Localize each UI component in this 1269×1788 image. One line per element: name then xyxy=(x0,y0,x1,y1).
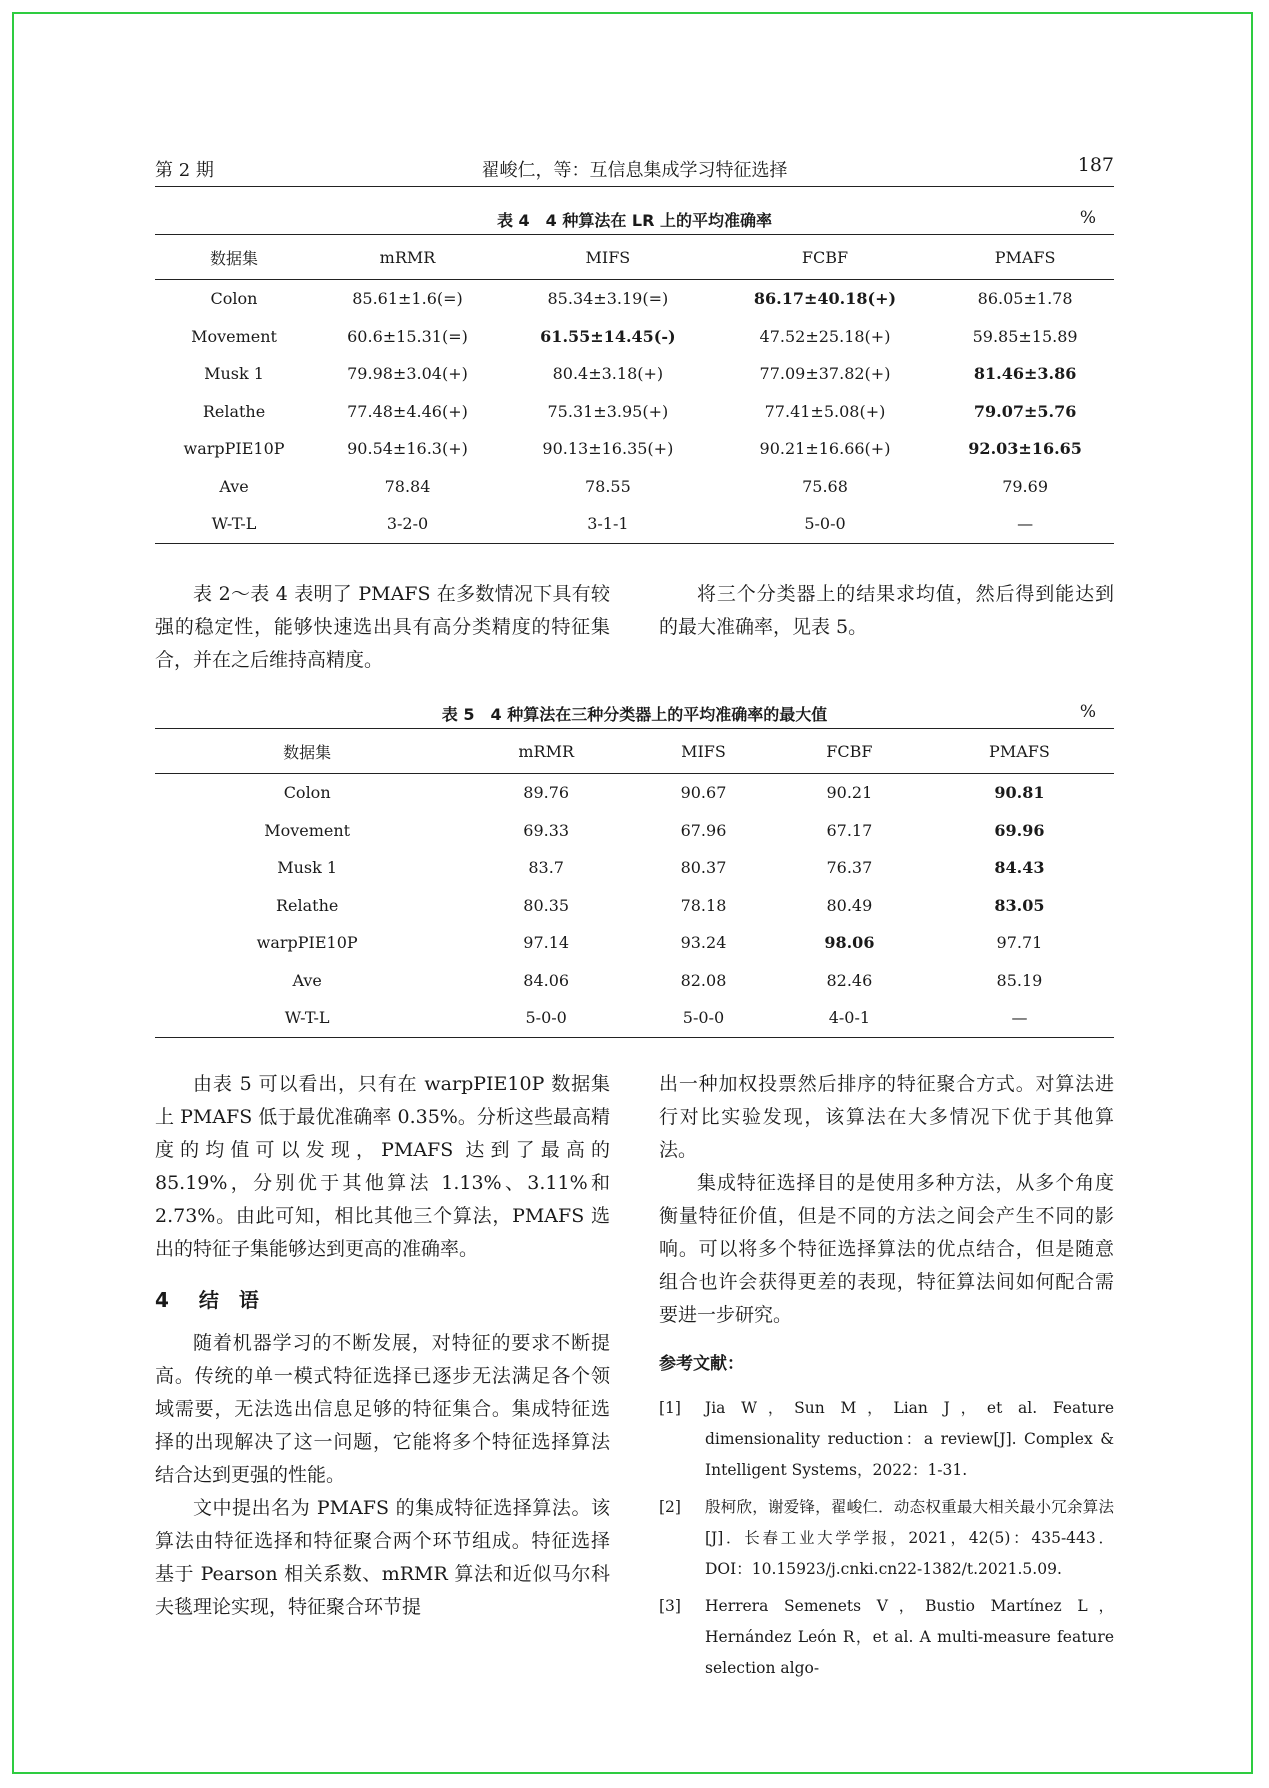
paragraph-conclusion-2: 文中提出名为 PMAFS 的集成特征选择算法。该算法由特征选择和特征聚合两个环节组成。特征选择基于 Pearson 相关系数、mRMR 算法和近似马尔科夫毯理论实现，特征聚合环节提 xyxy=(155,1497,610,1618)
right-column-top xyxy=(659,578,1114,644)
table-cell: 80.4±3.18(+) xyxy=(552,364,664,384)
table-cell: 90.21±16.66(+) xyxy=(759,439,891,459)
reference-item xyxy=(659,1591,1114,1684)
table-row xyxy=(155,774,1114,812)
table-cell: 5-0-0 xyxy=(459,999,633,1037)
table-cell: 80.37 xyxy=(680,858,727,878)
page-number: 187 xyxy=(1077,154,1114,176)
table-cell: 90.54±16.3(+) xyxy=(347,439,468,459)
paragraph-table-summary: 表 2～表 4 表明了 PMAFS 在多数情况下具有较强的稳定性，能够快速选出具有高分类精度的特征集合，并在之后维持高精度。 xyxy=(155,583,610,671)
table5-unit: % xyxy=(1079,702,1096,722)
table5-column-header: MIFS xyxy=(633,729,774,774)
table-cell: 78.84 xyxy=(384,476,431,496)
table-cell: 97.71 xyxy=(996,933,1043,953)
running-header xyxy=(155,152,1114,187)
table4 xyxy=(155,234,1114,544)
table-cell: 76.37 xyxy=(826,858,873,878)
table-cell: 89.76 xyxy=(523,783,570,803)
table-cell: 78.55 xyxy=(584,476,631,496)
section-title: 结 语 xyxy=(198,1288,259,1312)
table-cell: 82.46 xyxy=(826,970,873,990)
table-cell: — xyxy=(925,999,1114,1037)
reference-index: [3] xyxy=(659,1597,681,1615)
table-cell: — xyxy=(936,505,1114,543)
article-running-title: 翟峻仁，等：互信息集成学习特征选择 xyxy=(481,160,788,181)
paragraph-conclusion-2-cont: 出一种加权投票然后排序的特征聚合方式。对算法进行对比实验发现，该算法在大多情况下优于其他算法。 xyxy=(659,1073,1114,1161)
table-cell: 90.67 xyxy=(680,783,727,803)
table-cell: warpPIE10P xyxy=(256,933,358,953)
table-cell: 67.96 xyxy=(680,820,727,840)
table-cell: Musk 1 xyxy=(277,858,338,878)
table-row xyxy=(155,355,1114,393)
reference-text: Herrera Semenets V，Bustio Martínez L，Hernández León R，et al. A multi-measure feature selection algo- xyxy=(705,1597,1114,1677)
table-cell: 77.09±37.82(+) xyxy=(759,364,891,384)
table-row xyxy=(155,318,1114,356)
table4-column-header: PMAFS xyxy=(936,235,1114,280)
table-cell: 59.85±15.89 xyxy=(972,326,1078,346)
table-cell: 80.35 xyxy=(523,895,570,915)
references-heading: 参考文献： xyxy=(659,1354,744,1374)
table-cell: Musk 1 xyxy=(204,364,264,384)
table-cell: 90.81 xyxy=(994,783,1045,803)
table-cell: Relathe xyxy=(275,895,339,915)
left-column-top xyxy=(155,578,610,677)
table-row xyxy=(155,393,1114,431)
table-cell: W-T-L xyxy=(155,505,313,543)
table-cell: 3-1-1 xyxy=(502,505,714,543)
table-cell: 67.17 xyxy=(826,820,873,840)
table-cell: 69.33 xyxy=(523,820,570,840)
left-column-body xyxy=(155,1068,610,1624)
paragraph-conclusion-1: 随着机器学习的不断发展，对特征的要求不断提高。传统的单一模式特征选择已逐步无法满足各个领域需要，无法选出信息足够的特征集合。集成特征选择的出现解决了这一问题，它能将多个特征选择算法结合达到更强的性能。 xyxy=(155,1332,610,1486)
table5-column-header: 数据集 xyxy=(155,729,459,774)
table5-column-header: PMAFS xyxy=(925,729,1114,774)
table-cell: 77.48±4.46(+) xyxy=(347,401,468,421)
table4-caption-text: 表 4 4 种算法在 LR 上的平均准确率 xyxy=(496,211,773,230)
table-cell: 83.05 xyxy=(994,895,1045,915)
table-cell: 3-2-0 xyxy=(313,505,502,543)
table-cell: 79.07±5.76 xyxy=(973,401,1077,421)
table4-caption xyxy=(155,208,1114,231)
right-column-body xyxy=(659,1068,1114,1690)
reference-list xyxy=(659,1393,1114,1684)
table-cell: warpPIE10P xyxy=(183,439,285,459)
table-cell: 83.7 xyxy=(528,858,564,878)
table-cell: 93.24 xyxy=(680,933,727,953)
table-row xyxy=(155,280,1114,318)
table4-unit: % xyxy=(1079,208,1096,228)
table-cell: 5-0-0 xyxy=(714,505,936,543)
table-cell: 60.6±15.31(=) xyxy=(347,326,468,346)
table-row xyxy=(155,999,1114,1037)
table-cell: Colon xyxy=(210,289,258,309)
table4-column-header: MIFS xyxy=(502,235,714,280)
table-cell: 78.18 xyxy=(680,895,727,915)
table-cell: 86.17±40.18(+) xyxy=(753,289,897,309)
page xyxy=(155,0,1114,1788)
table5-header-row xyxy=(155,729,1114,774)
table4-column-header: FCBF xyxy=(714,235,936,280)
table4-header-row xyxy=(155,235,1114,280)
table-cell: 69.96 xyxy=(994,820,1045,840)
table4-column-header: 数据集 xyxy=(155,235,313,280)
table5-caption xyxy=(155,702,1114,725)
table-row xyxy=(155,505,1114,543)
table-cell: 5-0-0 xyxy=(633,999,774,1037)
table-cell: 61.55±14.45(-) xyxy=(540,326,676,346)
table-cell: 79.98±3.04(+) xyxy=(347,364,468,384)
table5 xyxy=(155,728,1114,1038)
table-cell: Movement xyxy=(191,326,277,346)
table-cell: 82.08 xyxy=(680,970,727,990)
reference-index: [1] xyxy=(659,1399,681,1417)
table-row xyxy=(155,924,1114,962)
table-row xyxy=(155,430,1114,468)
section-heading-conclusion xyxy=(155,1284,610,1317)
table5-caption-text: 表 5 4 种算法在三种分类器上的平均准确率的最大值 xyxy=(441,705,828,724)
table-cell: 79.69 xyxy=(1002,476,1048,496)
table-cell: 90.21 xyxy=(826,783,873,803)
table4-column-header: mRMR xyxy=(313,235,502,280)
reference-text: 殷柯欣，谢爱锋，翟峻仁．动态权重最大相关最小冗余算法[J]．长春工业大学学报，2021，42(5)：435-443．DOI：10.15923/j.cnki.cn22-1382/t.2021.5.09. xyxy=(705,1498,1114,1578)
table-cell: 4-0-1 xyxy=(774,999,925,1037)
table5-column-header: FCBF xyxy=(774,729,925,774)
paragraph-table5-intro: 将三个分类器上的结果求均值，然后得到能达到的最大准确率，见表 5。 xyxy=(659,583,1114,638)
table-cell: 86.05±1.78 xyxy=(977,289,1073,309)
table-row xyxy=(155,812,1114,850)
table-cell: 85.61±1.6(=) xyxy=(352,289,463,309)
table-cell: Ave xyxy=(219,476,249,496)
table-cell: 75.31±3.95(+) xyxy=(547,401,669,421)
table-cell: W-T-L xyxy=(155,999,459,1037)
table-cell: 47.52±25.18(+) xyxy=(759,326,891,346)
table-cell: Colon xyxy=(283,783,331,803)
table-cell: 84.43 xyxy=(994,858,1045,878)
table-row xyxy=(155,962,1114,1000)
reference-text: Jia W，Sun M，Lian J，et al. Feature dimensionality reduction：a review[J]. Complex & Intelligent Systems，2022：1-31. xyxy=(705,1399,1114,1479)
table-cell: Relathe xyxy=(202,401,266,421)
table-cell: 81.46±3.86 xyxy=(973,364,1077,384)
reference-index: [2] xyxy=(659,1498,681,1516)
table-cell: 77.41±5.08(+) xyxy=(764,401,886,421)
table-cell: 98.06 xyxy=(824,933,875,953)
issue-label: 第 2 期 xyxy=(155,160,214,181)
table-cell: 80.49 xyxy=(826,895,873,915)
paragraph-table5-analysis: 由表 5 可以看出，只有在 warpPIE10P 数据集上 PMAFS 低于最优准确率 0.35%。分析这些最高精度的均值可以发现，PMAFS 达到了最高的 85.19%，分别优于其他算法 1.13%、3.11%和 2.73%。由此可知，相比其他三个算法，PMAFS 选出的特征子集能够达到更高的准确率。 xyxy=(155,1073,610,1260)
table-cell: 90.13±16.35(+) xyxy=(542,439,674,459)
reference-item xyxy=(659,1393,1114,1486)
table-cell: 92.03±16.65 xyxy=(968,439,1082,459)
table-cell: 75.68 xyxy=(802,476,848,496)
table5-column-header: mRMR xyxy=(459,729,633,774)
table-row xyxy=(155,849,1114,887)
table-cell: 85.19 xyxy=(996,970,1043,990)
paragraph-conclusion-3: 集成特征选择目的是使用多种方法，从多个角度衡量特征价值，但是不同的方法之间会产生不同的影响。可以将多个特征选择算法的优点结合，但是随意组合也许会获得更差的表现，特征算法间如何配合需要进一步研究。 xyxy=(659,1172,1114,1326)
table-row xyxy=(155,887,1114,925)
section-number: 4 xyxy=(155,1288,169,1312)
table-row xyxy=(155,468,1114,506)
table-cell: 85.34±3.19(=) xyxy=(547,289,669,309)
reference-item xyxy=(659,1492,1114,1585)
table-cell: Ave xyxy=(292,970,322,990)
table-cell: 97.14 xyxy=(523,933,570,953)
table-cell: 84.06 xyxy=(523,970,570,990)
table-cell: Movement xyxy=(264,820,351,840)
